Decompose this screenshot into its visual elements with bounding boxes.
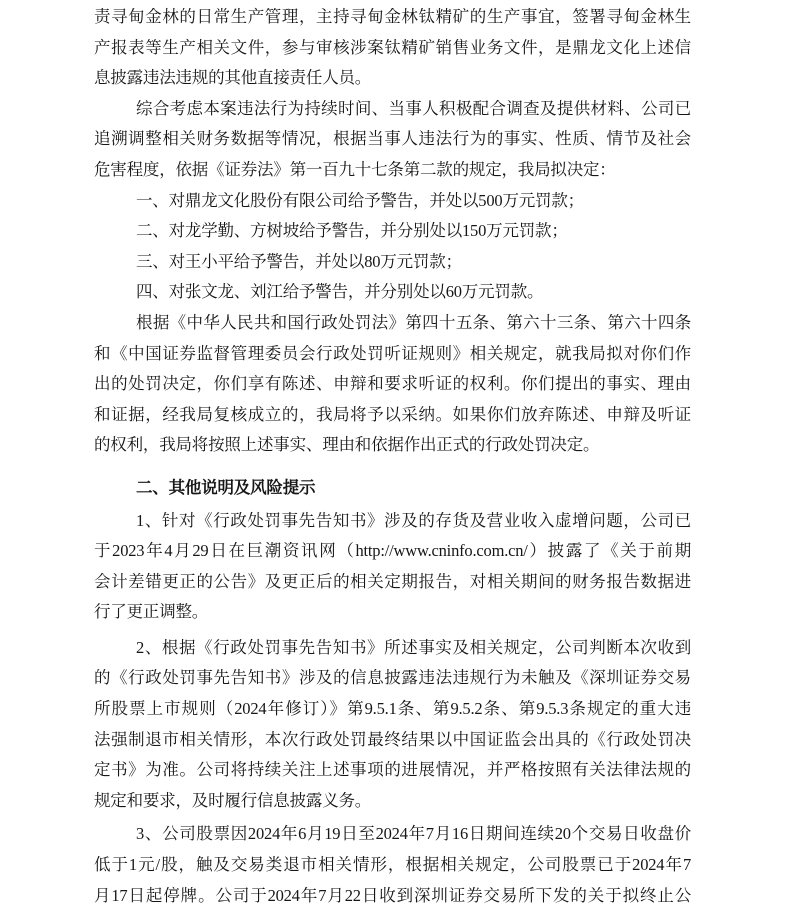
text-line: 规定和要求，及时履行信息披露义务。 <box>94 790 372 810</box>
text-line: 3、公司股票因2024年6月19日至2024年7月16日期间连续20个交易日收盘价 <box>136 824 691 844</box>
section-heading-other-notes <box>94 473 691 504</box>
penalty-item-1 <box>94 186 691 217</box>
penalty-item-3 <box>94 247 691 278</box>
text-line: 月17日起停牌。公司于2024年7月22日收到深圳证券交易所下发的关于拟终止公 <box>94 885 691 905</box>
penalty-item-4 <box>94 277 691 308</box>
text-line: 和证据，经我局复核成立的，我局将予以采纳。如果你们放弃陈述、申辩及听证 <box>94 404 691 424</box>
penalty-item-2 <box>94 216 691 247</box>
text-line: 出的处罚决定，你们享有陈述、申辩和要求听证的权利。你们提出的事实、理由 <box>94 374 691 394</box>
text-line: 的权利，我局将按照上述事实、理由和依据作出正式的行政处罚决定。 <box>94 435 600 455</box>
text-line: 产报表等生产相关文件，参与审核涉案钛精矿销售业务文件，是鼎龙文化上述信 <box>94 37 691 57</box>
text-line: 追溯调整相关财务数据等情况，根据当事人违法行为的事实、性质、情节及社会 <box>94 129 691 149</box>
document-body <box>94 2 691 911</box>
text-line: 会计差错更正的公告》及更正后的相关定期报告，对相关期间的财务报告数据进 <box>94 571 691 591</box>
text-line: 息披露违法违规的其他直接责任人员。 <box>94 68 372 88</box>
para-penalty-consideration <box>94 94 691 186</box>
text-line: 2、根据《行政处罚事先告知书》所述事实及相关规定，公司判断本次收到 <box>136 637 691 657</box>
text-line: 行了更正调整。 <box>94 602 209 622</box>
text-line: 于2023年4月29日在巨潮资讯网（http://www.cninfo.com.cn/）披露了《关于前期 <box>94 541 691 561</box>
text-line: 和《中国证券监督管理委员会行政处罚听证规则》相关规定，就我局拟对你们作 <box>94 343 691 363</box>
text-line: 综合考虑本案违法行为持续时间、当事人积极配合调查及提供材料、公司已 <box>136 98 691 118</box>
text-line: 1、针对《行政处罚事先告知书》涉及的存货及营业收入虚增问题，公司已 <box>136 510 691 530</box>
text-line: 责寻甸金林的日常生产管理，主持寻甸金林钛精矿的生产事宜，签署寻甸金林生 <box>94 7 691 26</box>
para-note-1-correction <box>94 506 691 628</box>
text-line: 定书》为准。公司将持续关注上述事项的进展情况，并严格按照有关法律法规的 <box>94 760 691 780</box>
text-line: 二、对龙学勤、方树坡给予警告，并分别处以150万元罚款； <box>136 221 568 241</box>
text-line: 法强制退市相关情形，本次行政处罚最终结果以中国证监会出具的《行政处罚决 <box>94 729 691 749</box>
text-line: 所股票上市规则（2024年修订）》第9.5.1条、第9.5.2条、第9.5.3条规定的重大违 <box>94 699 691 719</box>
text-line: 根据《中华人民共和国行政处罚法》第四十五条、第六十三条、第六十四条 <box>136 312 691 332</box>
heading-text: 二、其他说明及风险提示 <box>136 477 316 497</box>
para-hearing-rights <box>94 308 691 461</box>
text-line: 四、对张文龙、刘江给予警告，并分别处以60万元罚款。 <box>136 282 544 302</box>
para-direct-responsibility <box>94 2 691 94</box>
text-line: 的《行政处罚事先告知书》涉及的信息披露违法违规行为未触及《深圳证券交易 <box>94 668 691 688</box>
para-note-3-stock-suspension <box>94 819 691 911</box>
text-line: 一、对鼎龙文化股份有限公司给予警告，并处以500万元罚款； <box>136 190 584 210</box>
text-line: 三、对王小平给予警告，并处以80万元罚款； <box>136 251 462 271</box>
para-note-2-delisting-rules <box>94 633 691 817</box>
text-line: 危害程度，依据《证券法》第一百九十七条第二款的规定，我局拟决定： <box>94 159 616 179</box>
text-line: 低于1元/股，触及交易类退市相关情形，根据相关规定，公司股票已于2024年7 <box>94 855 691 875</box>
